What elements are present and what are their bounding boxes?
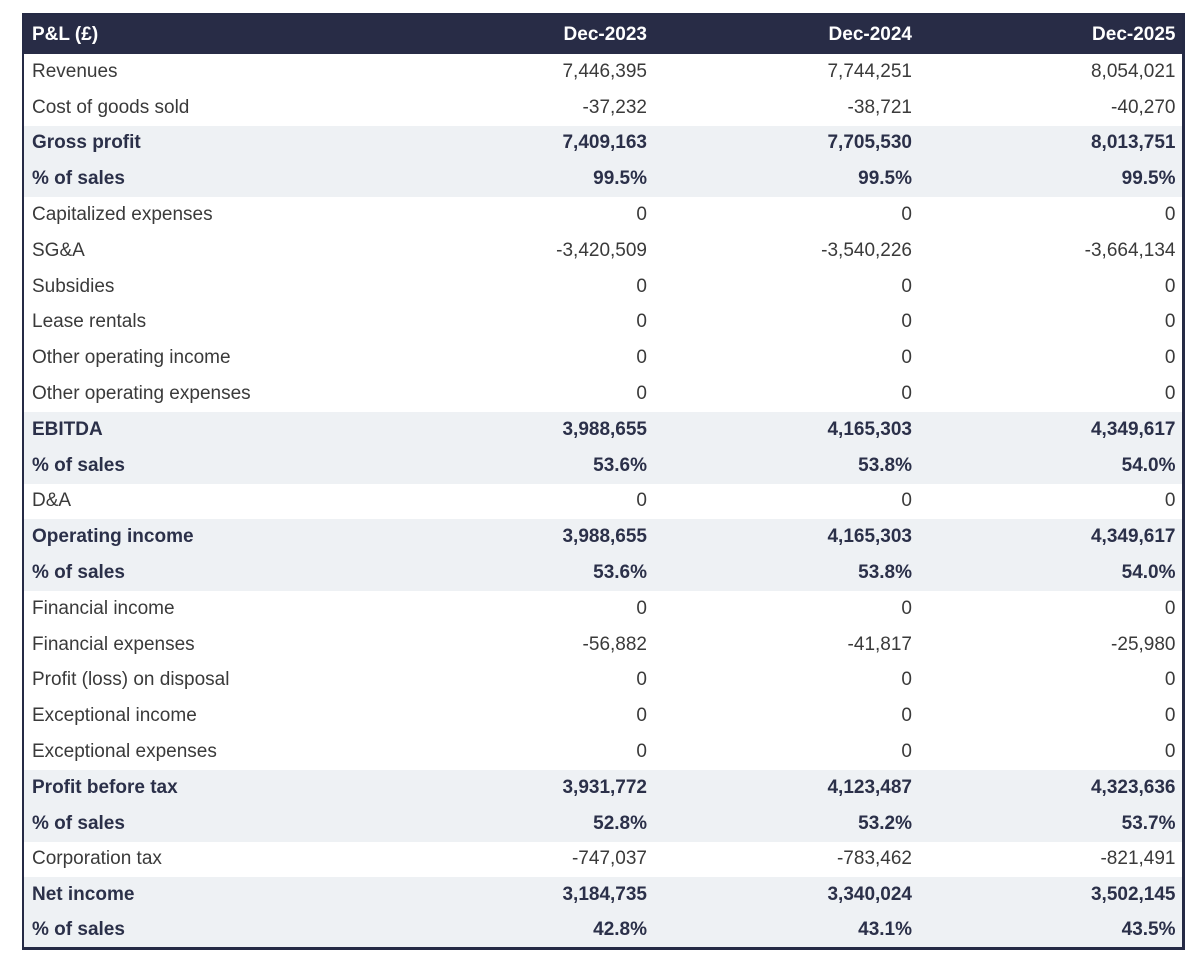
table-row xyxy=(23,54,1183,90)
table-row xyxy=(23,448,1183,484)
table-row xyxy=(23,269,1183,305)
table-row xyxy=(23,305,1183,341)
row-label: Exceptional expenses xyxy=(23,734,388,770)
row-value: 53.6% xyxy=(388,448,653,484)
row-value: 7,744,251 xyxy=(653,54,918,90)
row-value: 3,184,735 xyxy=(388,877,653,913)
row-value: 4,123,487 xyxy=(653,770,918,806)
table-row xyxy=(23,412,1183,448)
row-label: Subsidies xyxy=(23,269,388,305)
row-value: 7,446,395 xyxy=(388,54,653,90)
row-value: 3,931,772 xyxy=(388,770,653,806)
row-value: 0 xyxy=(388,376,653,412)
row-value: 0 xyxy=(653,591,918,627)
row-value: 0 xyxy=(918,663,1183,699)
row-value: 53.6% xyxy=(388,555,653,591)
table-row xyxy=(23,663,1183,699)
row-value: 0 xyxy=(653,484,918,520)
table-row xyxy=(23,627,1183,663)
row-value: 7,409,163 xyxy=(388,126,653,162)
table-row xyxy=(23,555,1183,591)
row-label: % of sales xyxy=(23,161,388,197)
table-row xyxy=(23,519,1183,555)
row-value: -40,270 xyxy=(918,90,1183,126)
row-value: -3,540,226 xyxy=(653,233,918,269)
row-label: EBITDA xyxy=(23,412,388,448)
column-header-dec-2023: Dec-2023 xyxy=(388,14,653,54)
row-label: Financial income xyxy=(23,591,388,627)
row-value: -25,980 xyxy=(918,627,1183,663)
header-row xyxy=(23,14,1183,54)
column-header-dec-2024: Dec-2024 xyxy=(653,14,918,54)
row-value: 4,165,303 xyxy=(653,519,918,555)
row-value: -38,721 xyxy=(653,90,918,126)
row-value: 0 xyxy=(653,305,918,341)
row-value: -821,491 xyxy=(918,842,1183,878)
row-label: Other operating income xyxy=(23,340,388,376)
row-value: 0 xyxy=(388,698,653,734)
row-value: 54.0% xyxy=(918,555,1183,591)
row-value: 8,054,021 xyxy=(918,54,1183,90)
table-row xyxy=(23,376,1183,412)
row-value: 3,340,024 xyxy=(653,877,918,913)
row-value: -41,817 xyxy=(653,627,918,663)
row-value: 0 xyxy=(388,305,653,341)
row-label: % of sales xyxy=(23,555,388,591)
row-label: Exceptional income xyxy=(23,698,388,734)
pl-table xyxy=(22,13,1185,950)
row-value: 0 xyxy=(653,197,918,233)
table-row xyxy=(23,340,1183,376)
pl-table-body xyxy=(23,54,1183,949)
row-value: 0 xyxy=(388,591,653,627)
row-value: 0 xyxy=(653,376,918,412)
row-label: Profit before tax xyxy=(23,770,388,806)
table-row xyxy=(23,197,1183,233)
row-label: Revenues xyxy=(23,54,388,90)
row-value: 99.5% xyxy=(388,161,653,197)
row-value: 3,988,655 xyxy=(388,519,653,555)
row-value: 52.8% xyxy=(388,806,653,842)
row-value: 0 xyxy=(918,197,1183,233)
table-row xyxy=(23,90,1183,126)
row-value: 7,705,530 xyxy=(653,126,918,162)
row-label: Gross profit xyxy=(23,126,388,162)
row-label: Capitalized expenses xyxy=(23,197,388,233)
row-value: -747,037 xyxy=(388,842,653,878)
row-value: 0 xyxy=(653,698,918,734)
row-value: 0 xyxy=(388,340,653,376)
row-value: 4,349,617 xyxy=(918,519,1183,555)
row-value: 53.7% xyxy=(918,806,1183,842)
row-label: Other operating expenses xyxy=(23,376,388,412)
row-value: 0 xyxy=(653,663,918,699)
row-value: -3,420,509 xyxy=(388,233,653,269)
row-value: 0 xyxy=(653,269,918,305)
row-value: 4,165,303 xyxy=(653,412,918,448)
row-label: Net income xyxy=(23,877,388,913)
row-value: -783,462 xyxy=(653,842,918,878)
row-value: 43.5% xyxy=(918,913,1183,949)
row-value: 53.8% xyxy=(653,448,918,484)
row-label: Cost of goods sold xyxy=(23,90,388,126)
row-value: 53.8% xyxy=(653,555,918,591)
row-value: 53.2% xyxy=(653,806,918,842)
row-value: 8,013,751 xyxy=(918,126,1183,162)
row-label: Profit (loss) on disposal xyxy=(23,663,388,699)
row-value: -3,664,134 xyxy=(918,233,1183,269)
column-header-pl: P&L (£) xyxy=(23,14,388,54)
table-row xyxy=(23,126,1183,162)
row-value: 99.5% xyxy=(653,161,918,197)
row-value: 3,988,655 xyxy=(388,412,653,448)
row-label: % of sales xyxy=(23,448,388,484)
row-value: 43.1% xyxy=(653,913,918,949)
row-value: 0 xyxy=(918,734,1183,770)
row-value: 99.5% xyxy=(918,161,1183,197)
row-label: Lease rentals xyxy=(23,305,388,341)
row-label: SG&A xyxy=(23,233,388,269)
table-row xyxy=(23,233,1183,269)
row-value: 54.0% xyxy=(918,448,1183,484)
row-label: Financial expenses xyxy=(23,627,388,663)
table-row xyxy=(23,770,1183,806)
row-value: 0 xyxy=(918,340,1183,376)
pl-statement xyxy=(22,13,1183,950)
table-row xyxy=(23,698,1183,734)
row-value: 0 xyxy=(388,663,653,699)
row-value: -37,232 xyxy=(388,90,653,126)
row-label: Operating income xyxy=(23,519,388,555)
row-value: 0 xyxy=(918,269,1183,305)
row-label: % of sales xyxy=(23,806,388,842)
row-value: 0 xyxy=(918,698,1183,734)
row-value: 0 xyxy=(918,591,1183,627)
row-value: 0 xyxy=(918,305,1183,341)
table-row xyxy=(23,734,1183,770)
row-value: 0 xyxy=(653,734,918,770)
table-row xyxy=(23,913,1183,949)
row-value: 0 xyxy=(388,734,653,770)
row-value: 4,323,636 xyxy=(918,770,1183,806)
row-value: 42.8% xyxy=(388,913,653,949)
row-value: 0 xyxy=(388,484,653,520)
column-header-dec-2025: Dec-2025 xyxy=(918,14,1183,54)
table-row xyxy=(23,591,1183,627)
row-label: Corporation tax xyxy=(23,842,388,878)
row-value: 0 xyxy=(388,269,653,305)
row-value: 0 xyxy=(388,197,653,233)
row-value: 0 xyxy=(653,340,918,376)
row-value: 3,502,145 xyxy=(918,877,1183,913)
row-value: 0 xyxy=(918,484,1183,520)
row-value: -56,882 xyxy=(388,627,653,663)
row-value: 0 xyxy=(918,376,1183,412)
table-row xyxy=(23,484,1183,520)
table-row xyxy=(23,877,1183,913)
row-label: % of sales xyxy=(23,913,388,949)
row-value: 4,349,617 xyxy=(918,412,1183,448)
row-label: D&A xyxy=(23,484,388,520)
table-row xyxy=(23,806,1183,842)
table-row xyxy=(23,161,1183,197)
pl-table-header xyxy=(23,14,1183,54)
table-row xyxy=(23,842,1183,878)
